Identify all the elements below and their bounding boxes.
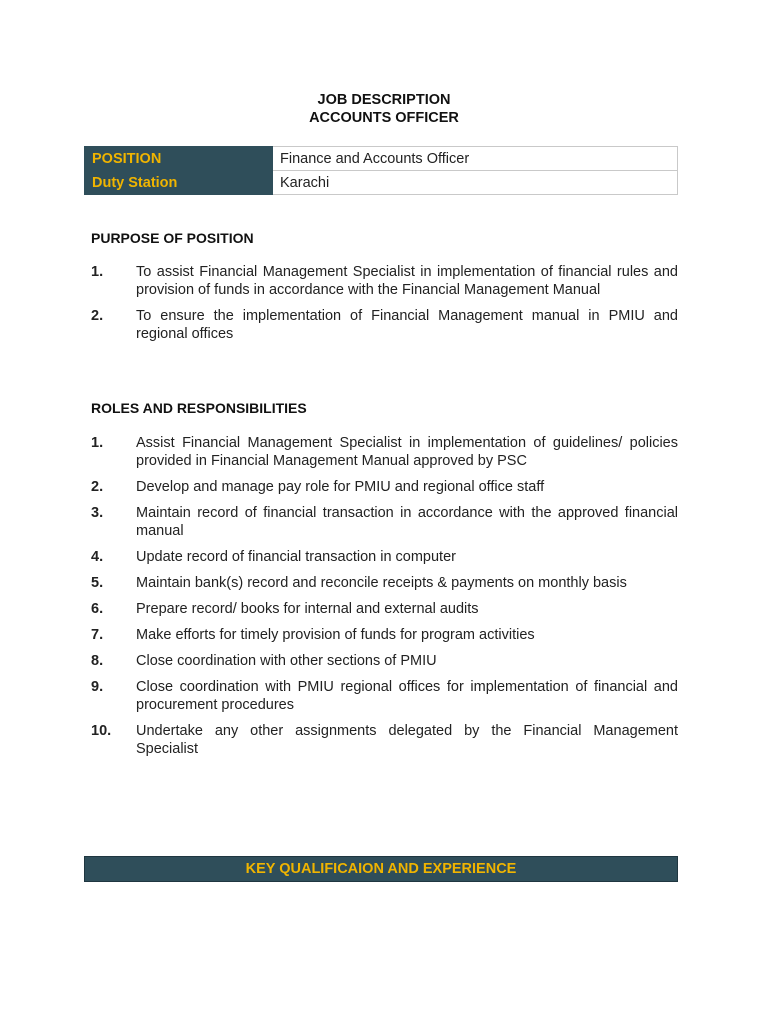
- list-item: [91, 434, 678, 470]
- qualification-heading-band: [84, 856, 678, 882]
- table-row: [85, 147, 678, 171]
- roles-list: [91, 434, 678, 758]
- list-item-text: Develop and manage pay role for PMIU and regional office staff: [136, 479, 545, 495]
- list-item: [91, 626, 678, 644]
- list-item-text: Close coordination with PMIU regional offices for implementation of financial and procurement procedures: [136, 679, 678, 713]
- list-item-number: 7.: [91, 627, 104, 643]
- list-item-number: 2.: [91, 308, 104, 324]
- list-item: [91, 478, 678, 496]
- list-item-number: 9.: [91, 679, 104, 695]
- qualification-heading: KEY QUALIFICAION AND EXPERIENCE: [245, 861, 517, 877]
- list-item: [91, 504, 678, 540]
- document-subtitle: ACCOUNTS OFFICER: [309, 110, 459, 126]
- document-title: JOB DESCRIPTION: [317, 92, 451, 108]
- list-item: [91, 263, 678, 299]
- list-item-text: Undertake any other assignments delegated by the Financial Management Specialist: [136, 723, 678, 757]
- list-item-text: Maintain bank(s) record and reconcile receipts & payments on monthly basis: [136, 575, 627, 591]
- duty-station-label: Duty Station: [85, 171, 273, 195]
- position-value: Finance and Accounts Officer: [273, 147, 678, 171]
- list-item: [91, 574, 678, 592]
- document-title-block: [0, 91, 768, 127]
- purpose-heading: PURPOSE OF POSITION: [91, 230, 254, 246]
- purpose-list: [91, 263, 678, 343]
- list-item-number: 5.: [91, 575, 104, 591]
- table-row: [85, 171, 678, 195]
- list-item: [91, 307, 678, 343]
- list-item-text: Make efforts for timely provision of funds for program activities: [136, 627, 535, 643]
- list-item: [91, 548, 678, 566]
- duty-station-value: Karachi: [273, 171, 678, 195]
- position-label: POSITION: [85, 147, 273, 171]
- list-item: [91, 678, 678, 714]
- roles-heading: ROLES AND RESPONSIBILITIES: [91, 400, 307, 416]
- list-item-text: Maintain record of financial transaction in accordance with the approved financial manual: [136, 505, 678, 539]
- list-item-number: 4.: [91, 549, 104, 565]
- list-item-number: 10.: [91, 723, 112, 739]
- list-item-number: 1.: [91, 264, 104, 280]
- list-item-number: 6.: [91, 601, 104, 617]
- list-item-text: Close coordination with other sections of PMIU: [136, 653, 437, 669]
- list-item-text: Assist Financial Management Specialist in implementation of guidelines/ policies provided in Financial Management Manual approved by PSC: [136, 435, 678, 469]
- list-item-number: 8.: [91, 653, 104, 669]
- list-item-text: Update record of financial transaction in computer: [136, 549, 456, 565]
- list-item-text: To ensure the implementation of Financial Management manual in PMIU and regional offices: [136, 308, 678, 342]
- list-item-text: Prepare record/ books for internal and external audits: [136, 601, 479, 617]
- list-item: [91, 722, 678, 758]
- list-item-number: 3.: [91, 505, 104, 521]
- list-item-number: 1.: [91, 435, 104, 451]
- list-item: [91, 652, 678, 670]
- position-info-table: [84, 146, 678, 195]
- list-item-text: To assist Financial Management Specialist in implementation of financial rules and provision of funds in accordance with the Financial Management Manual: [136, 264, 678, 298]
- list-item-number: 2.: [91, 479, 104, 495]
- list-item: [91, 600, 678, 618]
